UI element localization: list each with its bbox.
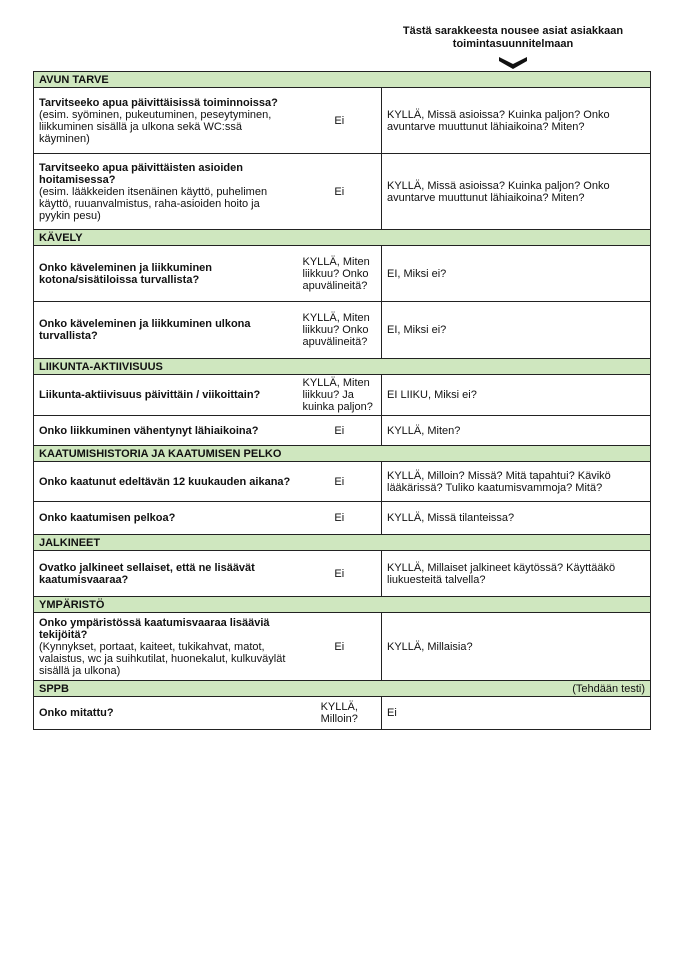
table-row	[34, 302, 651, 359]
question-text: Onko kaatumisen pelkoa?	[39, 512, 176, 524]
question-text: Liikunta-aktiivisuus päivittäin / viikoittain?	[39, 389, 261, 401]
table-row	[34, 375, 651, 416]
table-row	[34, 462, 651, 502]
question-cell	[34, 613, 298, 681]
middle-option: KYLLÄ, Miten liikkuu? Onko apuvälineitä?	[298, 302, 382, 359]
question-text: Onko mitattu?	[39, 707, 114, 719]
table-row	[34, 246, 651, 302]
action-option: KYLLÄ, Millaisia?	[382, 613, 651, 681]
table-row	[34, 613, 651, 681]
question-detail: (esim. syöminen, pukeutuminen, peseytyminen, liikkuminen sisällä ja ulkona sekä WC:ssä käyminen)	[39, 108, 272, 145]
question-text: Tarvitseeko apua päivittäisten asioiden hoitamisessa?	[39, 161, 243, 186]
middle-option: Ei	[298, 502, 382, 535]
header-note: Tästä sarakkeesta nousee asiat asiakkaan toimintasuunnitelmaan	[402, 25, 624, 50]
chevron-down-icon	[498, 54, 528, 70]
question-cell	[34, 697, 298, 730]
action-option: KYLLÄ, Millaiset jalkineet käytössä? Käyttääkö liukuesteitä talvella?	[382, 551, 651, 597]
middle-option: Ei	[298, 462, 382, 502]
question-text: Onko ympäristössä kaatumisvaaraa lisääviä tekijöitä?	[39, 616, 270, 641]
question-cell	[34, 462, 298, 502]
question-text: Tarvitseeko apua päivittäisissä toiminnoissa?	[39, 96, 278, 109]
table-row	[34, 697, 651, 730]
question-text: Onko kaatunut edeltävän 12 kuukauden aikana?	[39, 475, 291, 488]
middle-option: KYLLÄ, Miten liikkuu? Ja kuinka paljon?	[298, 375, 382, 416]
section-note: (Tehdään testi)	[572, 682, 646, 695]
question-cell	[34, 416, 298, 446]
question-cell	[34, 502, 298, 535]
middle-option: Ei	[298, 416, 382, 446]
middle-option: Ei	[298, 88, 382, 154]
question-detail: (Kynnykset, portaat, kaiteet, tukikahvat, matot, valaistus, wc ja suihkutilat, huonekalut, kulkuväylät sisällä ja ulkona)	[39, 640, 286, 677]
action-option: EI LIIKU, Miksi ei?	[382, 375, 651, 416]
action-option: Ei	[382, 697, 651, 730]
action-option: KYLLÄ, Miten?	[382, 416, 651, 446]
section-header: KÄVELY	[34, 230, 651, 246]
question-text: Onko käveleminen ja liikkuminen kotona/sisätiloissa turvallista?	[39, 261, 213, 286]
question-text: Onko liikkuminen vähentynyt lähiaikoina?	[39, 424, 259, 437]
section-header: JALKINEET	[34, 535, 651, 551]
section-header: KAATUMISHISTORIA JA KAATUMISEN PELKO	[34, 446, 651, 462]
question-cell	[34, 375, 298, 416]
table-row	[34, 416, 651, 446]
section-header: AVUN TARVE	[34, 72, 651, 88]
table-row	[34, 502, 651, 535]
middle-option: KYLLÄ, Miten liikkuu? Onko apuvälineitä?	[298, 246, 382, 302]
action-option: KYLLÄ, Missä tilanteissa?	[382, 502, 651, 535]
middle-option: KYLLÄ, Milloin?	[298, 697, 382, 730]
table-row	[34, 88, 651, 154]
question-cell	[34, 88, 298, 154]
section-header: YMPÄRISTÖ	[34, 597, 651, 613]
action-option: EI, Miksi ei?	[382, 246, 651, 302]
section-header: SPPB (Tehdään testi)	[34, 681, 651, 697]
question-cell	[34, 246, 298, 302]
question-text: Ovatko jalkineet sellaiset, että ne lisäävät kaatumisvaaraa?	[39, 561, 255, 586]
middle-option: Ei	[298, 154, 382, 230]
action-option: EI, Miksi ei?	[382, 302, 651, 359]
middle-option: Ei	[298, 613, 382, 681]
action-option: KYLLÄ, Milloin? Missä? Mitä tapahtui? Kävikö lääkärissä? Tuliko kaatumisvammoja? Mitä?	[382, 462, 651, 502]
question-cell	[34, 154, 298, 230]
table-row	[34, 154, 651, 230]
assessment-table	[33, 71, 651, 730]
middle-option: Ei	[298, 551, 382, 597]
question-text: Onko käveleminen ja liikkuminen ulkona turvallista?	[39, 318, 251, 342]
table-row	[34, 551, 651, 597]
question-cell	[34, 302, 298, 359]
question-detail: (esim. lääkkeiden itsenäinen käyttö, puhelimen käyttö, ruuanvalmistus, raha-asioiden hoito ja pyykin pesu)	[39, 185, 268, 222]
section-header: LIIKUNTA-AKTIIVISUUS	[34, 359, 651, 375]
action-option: KYLLÄ, Missä asioissa? Kuinka paljon? Onko avuntarve muuttunut lähiaikoina? Miten?	[382, 88, 651, 154]
question-cell	[34, 551, 298, 597]
action-option: KYLLÄ, Missä asioissa? Kuinka paljon? Onko avuntarve muuttunut lähiaikoina? Miten?	[382, 154, 651, 230]
